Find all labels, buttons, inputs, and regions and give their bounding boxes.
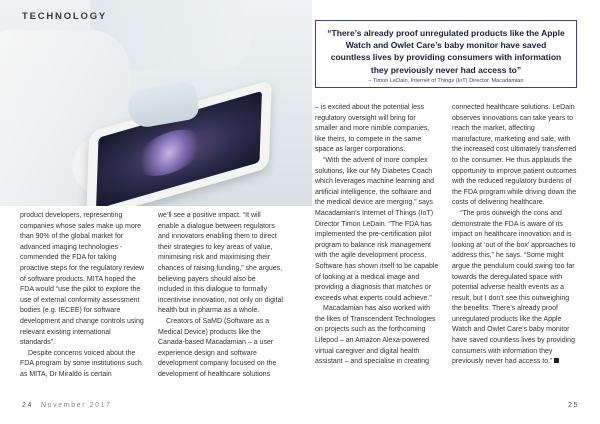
text-column-3	[315, 103, 440, 368]
end-of-article-icon	[554, 358, 559, 363]
pull-quote	[315, 20, 577, 88]
paragraph: we’ll see a positive impact. “It will enable a dialogue between regulators and innovators enabling them to direct their strategies to key areas of value, minimising risk and maximising their chances of raising funding,” she argues, believing payers should also be included in this dialogue to formally incentivise innovation, not only on digital health but in pharma as a whole.	[158, 212, 283, 315]
paragraph: product developers, representing companies whose sales make up more than 90% of the global market for advanced imaging technologies - commended the FDA for taking proactive steps for the regulatory review of software products. MITA hoped the FDA would “use the pilot to explore the use of external conformity assessment bodies (e.g. IECEE) for software development and change controls using relevant existing international standards”.	[20, 212, 145, 347]
paragraph: Creators of SaMD (Software as a Medical Device) products like the Canada-based Macadamian – a user experience design and software development company focused on the development of healthcare solutions	[158, 317, 277, 378]
paragraph: Macadamian has also worked with the likes of Transcendent Technologies on projects such as the forthcoming Lifepod – an Amazon Alexa-powered virtual caregiver and digital health assistant – and specialise in creating	[315, 305, 436, 366]
section-label: TECHNOLOGY	[22, 11, 108, 22]
text-column-4	[452, 103, 577, 368]
paragraph: Despite concerns voiced about the FDA program by some institutions such as MITA, Dr Miraldo is certain	[20, 349, 142, 378]
paragraph	[452, 209, 577, 368]
doctor-tablet-photo	[0, 0, 312, 206]
page-number-left: 24	[22, 402, 33, 409]
text-column-2	[158, 211, 283, 381]
footer-left	[22, 402, 112, 409]
paragraph: – is excited about the potential less regulatory oversight will bring for smaller and more nimble companies, like theirs, to compete in the same space as larger corporations.	[315, 104, 430, 154]
text-column-1	[20, 211, 145, 381]
pull-quote-attribution: – Timon LeDain, Internet of Things (IoT) Director, Macadamian	[368, 77, 524, 84]
page-number-right: 25	[568, 402, 579, 409]
paragraph: connected healthcare solutions. LeDain observes innovations can take years to reach the market, affecting manufacture, marketing and sale, with the increased cost ultimately transferred to the consumer. He thus applauds the opportunity to improve patient outcomes with the reduced regulatory burdens of the FDA program while driving down the costs of delivering healthcare.	[452, 104, 577, 207]
paragraph: “With the advent of more complex solutions, like our My Diabetes Coach which leverages machine learning and artificial intelligence, the software and the medical device are merging,” says Macadamian’s Internet of Things (IoT) Director Timon LeDain. “The FDA has implemented the pre-certification pilot program to balance risk management with the agile development process. Software has shown itself to be capable of looking at a medical image and providing a diagnosis that matches or exceeds what experts could achieve.”	[315, 156, 439, 302]
pull-quote-text: “There’s already proof unregulated products like the Apple Watch and Owlet Care’s baby monitor have saved countless lives by providing consumers with information they previously never had access to”	[327, 28, 565, 75]
paragraph-text: “The pros outweigh the cons and demonstrate the FDA is aware of its impact on healthcare innovation and is looking at ‘out of the box’ approaches to address this,” he says. “Some might argue the pendulum could swing too far towards the deregulated space with potential adverse health events as a result, but I don’t see this outweighing the benefits. There’s already proof unregulated products like the Apple Watch and Owlet Care’s baby monitor have saved countless lives by providing consumers with information they previously never had access to.”	[452, 209, 576, 366]
brain-scan-image	[135, 122, 204, 183]
issue-date: November 2017	[41, 402, 112, 409]
